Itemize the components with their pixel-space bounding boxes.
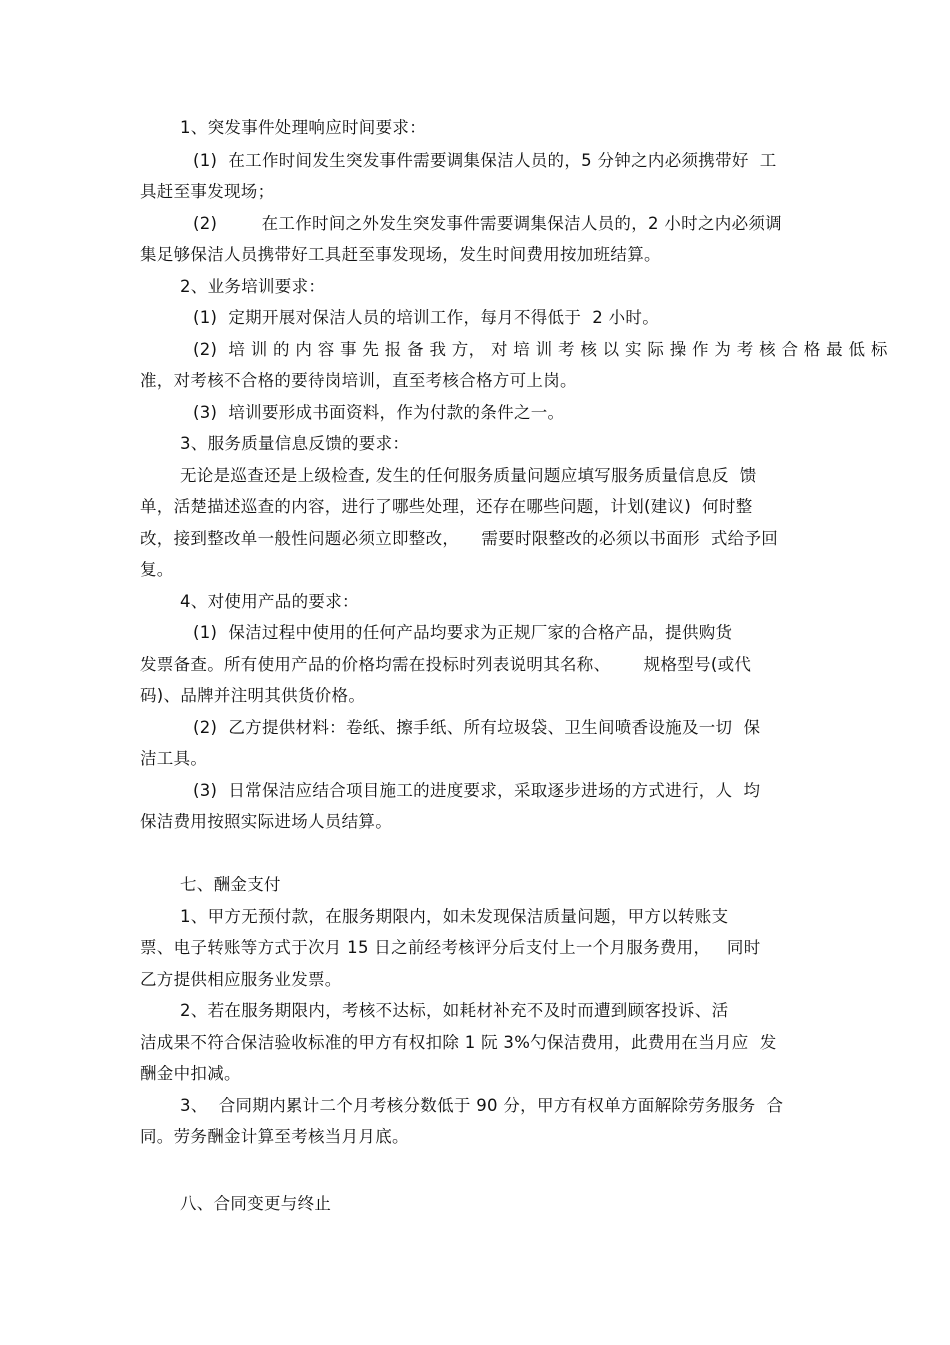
paragraph-line: 乙方提供相应服务业发票。 [140,970,342,989]
paragraph-line: 改，接到整改单一般性问题必须立即整改， 需要时限整改的必须以书面形 式给予回 [140,529,779,548]
paragraph-line: (2) 乙方提供材料：卷纸、擦手纸、所有垃圾袋、卫生间喷香设施及一切 保 [193,718,761,737]
paragraph-line: (3) 培训要形成书面资料，作为付款的条件之一。 [193,403,565,422]
paragraph-line: 洁工具。 [140,749,208,768]
paragraph-line: 码)、品牌并注明其供货价格。 [140,686,366,705]
paragraph-line: 票、电子转账等方式于次月 15 日之前经考核评分后支付上一个月服务费用， 同时 [140,938,761,957]
paragraph-line: 具赶至事发现场； [140,182,275,201]
paragraph-line: 复。 [140,560,174,579]
paragraph-line: (3) 日常保洁应结合项目施工的进度要求，采取逐步进场的方式进行，人 均 [193,781,761,800]
paragraph-line: (1) 保洁过程中使用的任何产品均要求为正规厂家的合格产品，提供购货 [193,623,733,642]
paragraph-line: 同。劳务酬金计算至考核当月月底。 [140,1127,409,1146]
paragraph-line: 保洁费用按照实际进场人员结算。 [140,812,392,831]
paragraph-line: 洁成果不符合保洁验收标准的甲方有权扣除 1 阮 3%勺保洁费用，此费用在当月应 发 [140,1033,777,1052]
paragraph-line: 单，活楚描述巡查的内容，进行了哪些处理，还存在哪些问题，计划(建议) 何时整 [140,497,753,516]
paragraph-line: 发票备查。所有使用产品的价格均需在投标时列表说明其名称、 规格型号(或代 [140,655,752,674]
paragraph-line: 酬金中扣减。 [140,1064,241,1083]
heading-emergency-response: 1、突发事件处理响应时间要求： [180,118,426,137]
paragraph-line: (1) 定期开展对保洁人员的培训工作，每月不得低于 2 小时。 [193,308,659,327]
heading-product-requirements: 4、对使用产品的要求： [180,592,359,611]
paragraph-line: (2) 在工作时间之外发生突发事件需要调集保洁人员的，2 小时之内必须调 [193,214,782,233]
paragraph-line: 1、甲方无预付款，在服务期限内，如未发现保洁质量问题，甲方以转账支 [180,907,729,926]
paragraph-line: 集足够保洁人员携带好工具赶至事发现场，发生时间费用按加班结算。 [140,245,661,264]
heading-training: 2、业务培训要求： [180,277,326,296]
paragraph-line: (2) 培 训 的 内 容 事 先 报 备 我 方， 对 培 训 考 核 以 实 际 操 作 为 考 核 合 格 最 低 标 [193,340,888,359]
section-heading-contract-change: 八、合同变更与终止 [180,1194,332,1213]
heading-quality-feedback: 3、服务质量信息反馈的要求： [180,434,410,453]
section-heading-remuneration: 七、酬金支付 [180,875,281,894]
paragraph-line: 3、 合同期内累计二个月考核分数低于 90 分，甲方有权单方面解除劳务服务 合 [180,1096,784,1115]
paragraph-line: 无论是巡查还是上级检查, 发生的任何服务质量问题应填写服务质量信息反 馈 [180,466,757,485]
paragraph-line: 准，对考核不合格的要待岗培训，直至考核合格方可上岗。 [140,371,577,390]
paragraph-line: 2、若在服务期限内，考核不达标，如耗材补充不及时而遭到顾客投诉、活 [180,1001,729,1020]
paragraph-line: (1) 在工作时间发生突发事件需要调集保洁人员的，5 分钟之内必须携带好 工 [193,151,777,170]
